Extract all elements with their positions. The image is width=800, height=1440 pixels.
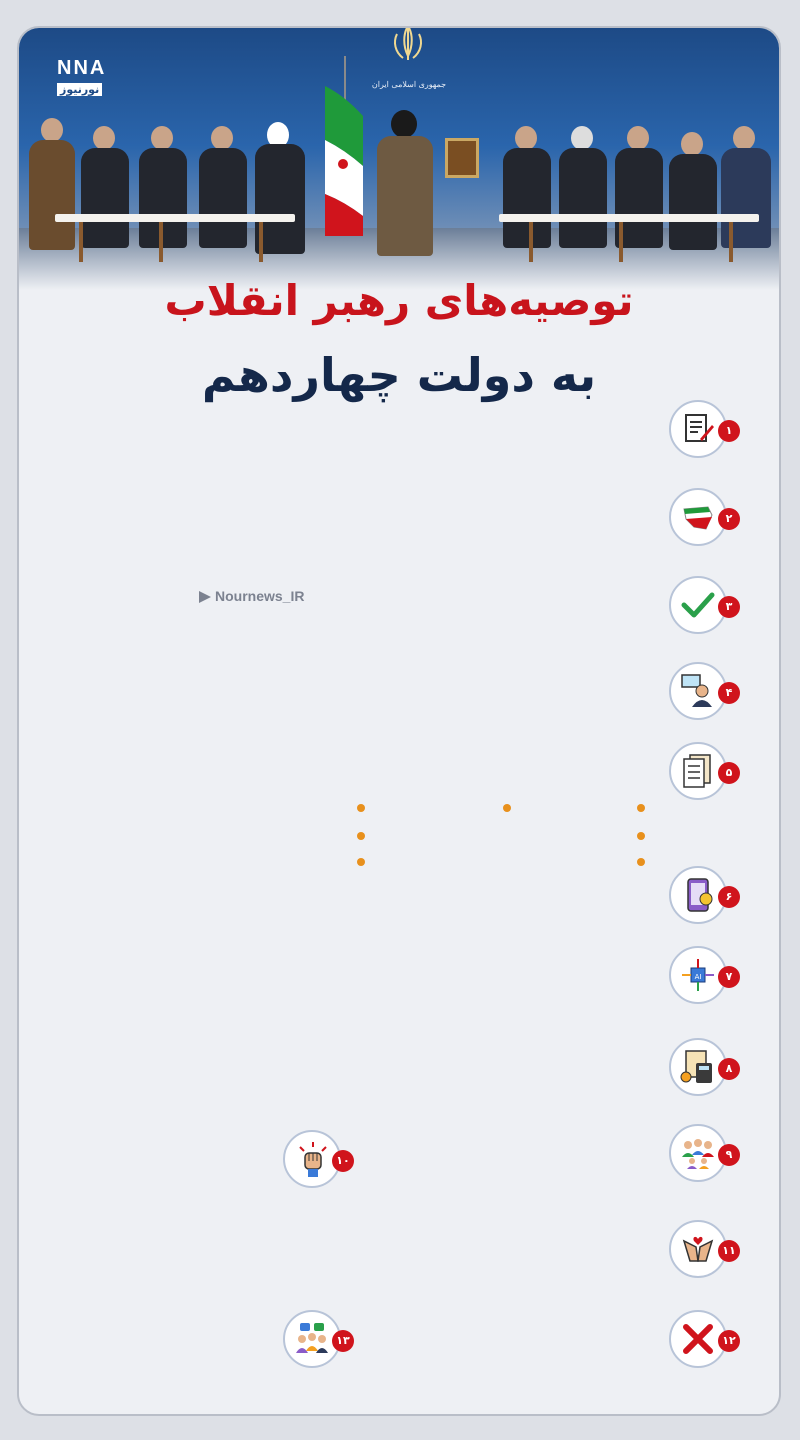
item-number: ۹ bbox=[718, 1144, 740, 1166]
bullet-icon bbox=[637, 832, 645, 840]
bullet-icon bbox=[357, 804, 365, 812]
item-number: ۶ bbox=[718, 886, 740, 908]
item-number: ۵ bbox=[718, 762, 740, 784]
page-subtitle: به دولت چهاردهم bbox=[201, 348, 597, 402]
bullet-icon bbox=[503, 804, 511, 812]
item-number: ۱۳ bbox=[332, 1330, 354, 1352]
svg-text:AI: AI bbox=[694, 973, 702, 981]
page-title: توصیه‌های رهبر انقلاب bbox=[164, 276, 634, 325]
watermark: Nournews_IR bbox=[199, 588, 304, 604]
item-number: ۷ bbox=[718, 966, 740, 988]
telegram-icon bbox=[199, 591, 211, 603]
portrait-frame bbox=[445, 138, 479, 178]
iran-flag-icon bbox=[321, 56, 365, 236]
bullet-icon bbox=[637, 804, 645, 812]
header-photo bbox=[19, 28, 779, 290]
desk bbox=[55, 214, 295, 222]
bullet-icon bbox=[357, 858, 365, 866]
logo-text: NNA bbox=[57, 57, 107, 79]
item-number: ۱۰ bbox=[332, 1150, 354, 1172]
item-number: ۱۲ bbox=[718, 1330, 740, 1352]
emblem-icon bbox=[377, 28, 439, 74]
emblem-caption: جمهوری اسلامی ایران bbox=[371, 80, 447, 89]
item-number: ۱ bbox=[718, 420, 740, 442]
item-number: ۸ bbox=[718, 1058, 740, 1080]
item-number: ۲ bbox=[718, 508, 740, 530]
bullet-icon bbox=[637, 858, 645, 866]
item-number: ۳ bbox=[718, 596, 740, 618]
bullet-icon bbox=[357, 832, 365, 840]
brand-logo bbox=[57, 58, 135, 97]
card bbox=[17, 26, 781, 1416]
desk bbox=[499, 214, 759, 222]
item-number: ۱۱ bbox=[718, 1240, 740, 1262]
logo-subtext: نورنیوز bbox=[57, 83, 102, 96]
item-number: ۴ bbox=[718, 682, 740, 704]
